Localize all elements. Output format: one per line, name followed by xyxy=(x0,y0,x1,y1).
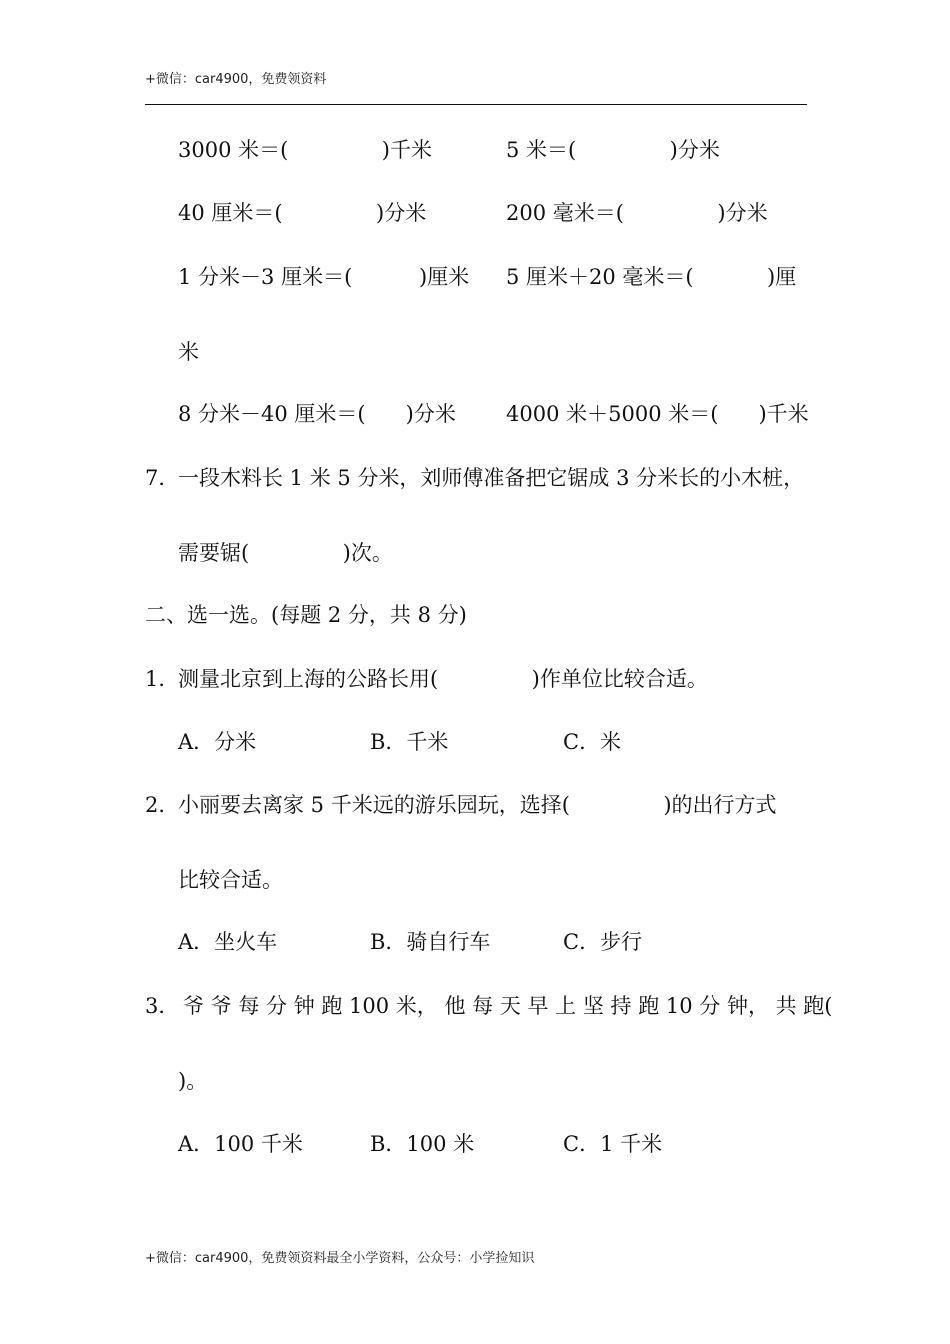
choice-q2-option-c: C．步行 xyxy=(563,930,643,954)
choice-q2-option-b: B．骑自行车 xyxy=(370,930,491,954)
choice-q1-line1: 测量北京到上海的公路长用( )作单位比较合适。 xyxy=(178,667,708,691)
conversion-row4-left: 8 分米－40 厘米＝( )分米 xyxy=(178,402,456,426)
section2-title: 二、选一选。(每题 2 分，共 8 分) xyxy=(145,603,467,627)
conversion-row4-right: 4000 米＋5000 米＝( )千米 xyxy=(506,402,809,426)
choice-q3-option-b: B．100 米 xyxy=(370,1132,475,1156)
page-header: +微信：car4900，免费领资料 xyxy=(145,72,327,87)
choice-q2-number: 2． xyxy=(145,793,180,817)
choice-q1-option-c: C．米 xyxy=(563,730,622,754)
conversion-row2-left: 40 厘米＝( )分米 xyxy=(178,201,427,225)
choice-q3-number: 3． xyxy=(145,994,180,1018)
conversion-row3-right: 5 厘米＋20 毫米＝( )厘 xyxy=(506,265,797,289)
conversion-row1-right: 5 米＝( )分米 xyxy=(506,138,720,162)
choice-q3-option-a: A．100 千米 xyxy=(178,1132,303,1156)
choice-q1-option-a: A．分米 xyxy=(178,730,257,754)
q7-number: 7． xyxy=(145,466,180,490)
conversion-row2-right: 200 毫米＝( )分米 xyxy=(506,201,768,225)
choice-q3-line2: )。 xyxy=(178,1069,208,1093)
choice-q2-line2: 比较合适。 xyxy=(178,868,283,892)
choice-q2-option-a: A．坐火车 xyxy=(178,930,278,954)
choice-q3-option-c: C．1 千米 xyxy=(563,1132,663,1156)
choice-q1-number: 1． xyxy=(145,667,180,691)
conversion-row1-left: 3000 米＝( )千米 xyxy=(178,138,432,162)
page-footer: +微信：car4900，免费领资料最全小学资料，公众号：小学捡知识 xyxy=(145,1251,535,1266)
choice-q2-line1: 小丽要去离家 5 千米远的游乐园玩，选择( )的出行方式 xyxy=(178,793,777,817)
choice-q1-option-b: B．千米 xyxy=(370,730,449,754)
choice-q3-line1: 爷 爷 每 分 钟 跑 100 米， 他 每 天 早 上 坚 持 跑 10 分 钟， 共 跑( xyxy=(183,994,833,1018)
q7-line2: 需要锯( )次。 xyxy=(178,541,393,565)
q7-line1: 一段木料长 1 米 5 分米，刘师傅准备把它锯成 3 分米长的小木桩， xyxy=(178,466,805,490)
conversion-row3-wrap: 米 xyxy=(178,340,199,364)
conversion-row3-left: 1 分米－3 厘米＝( )厘米 xyxy=(178,265,470,289)
header-divider xyxy=(145,104,807,105)
